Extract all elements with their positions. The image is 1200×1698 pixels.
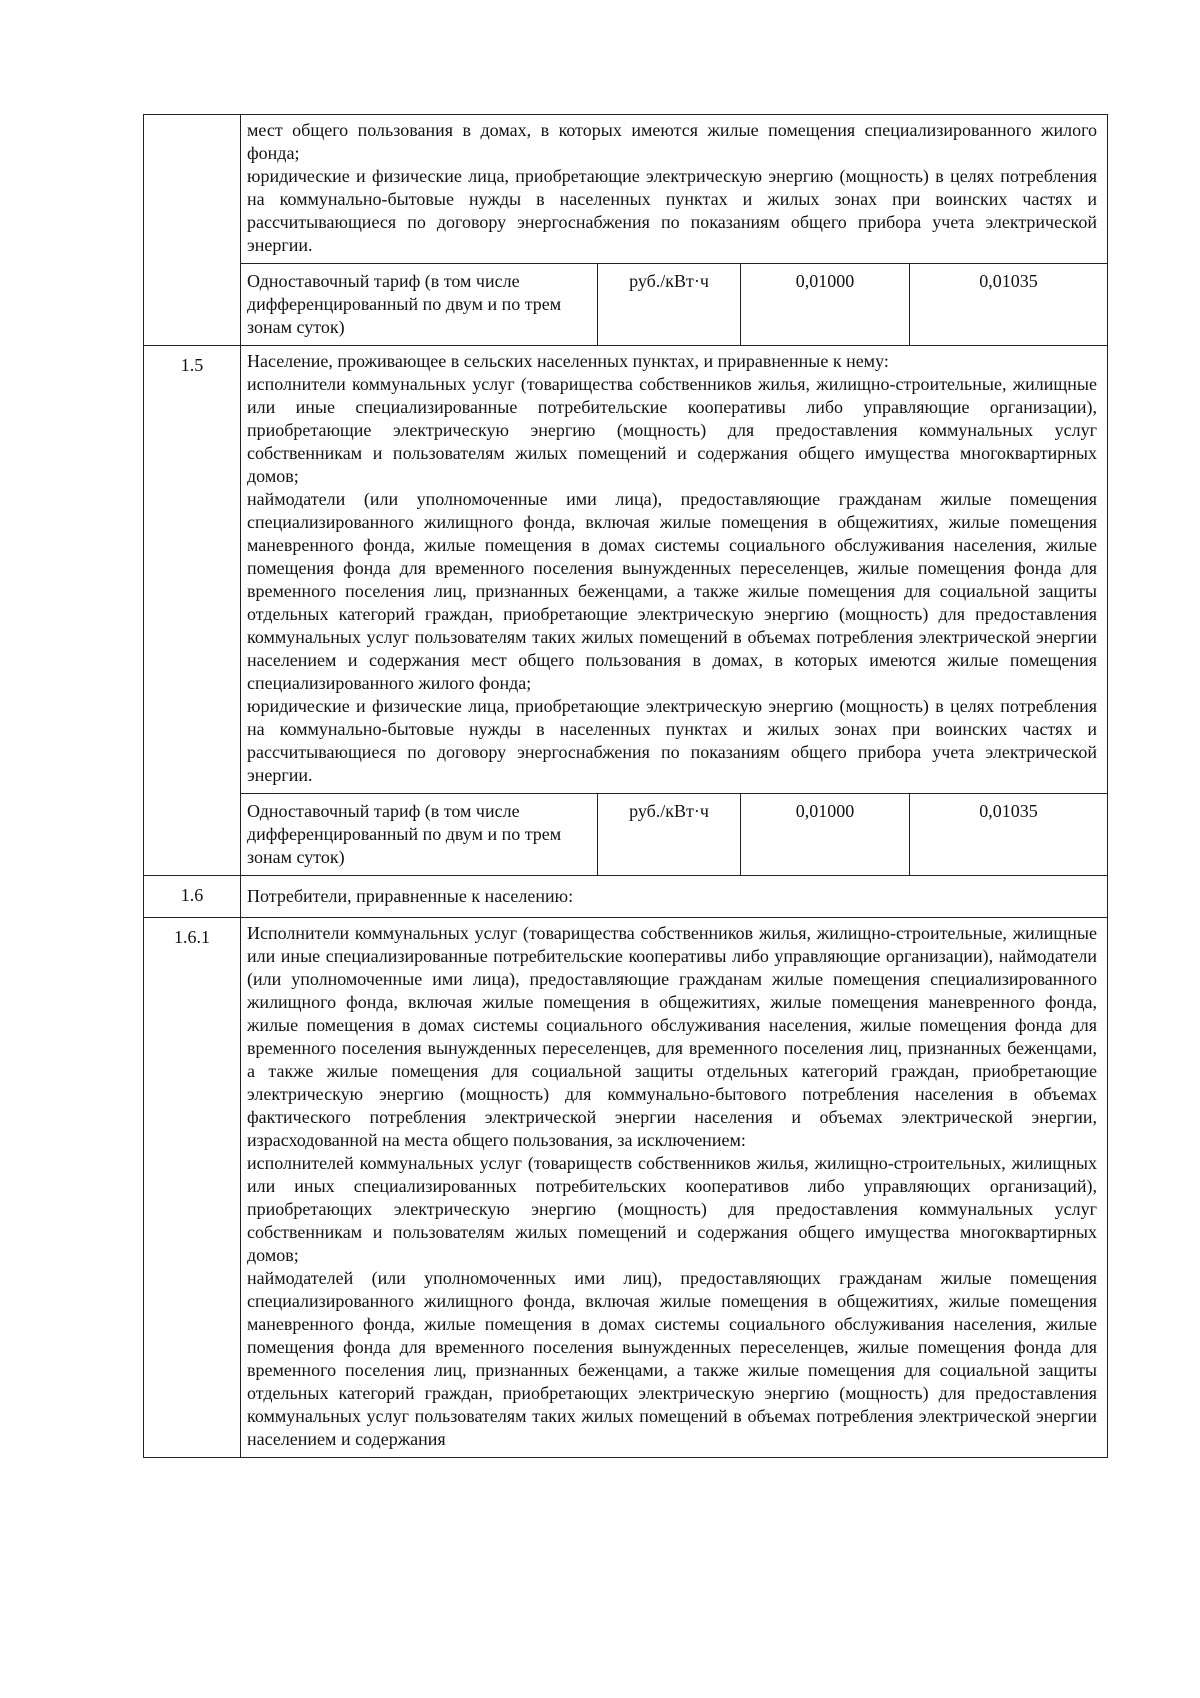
tariff-name: Одноставочный тариф (в том числе дифференцированный по двум и по трем зонам суток) [241, 264, 598, 346]
row-content [241, 115, 1108, 346]
tariff-value-2: 0,01035 [910, 794, 1108, 876]
row-number [144, 115, 241, 346]
paragraph: исполнители коммунальных услуг (товарищества собственников жилья, жилищно-строительные, жилищные или иные специализированные потребительские кооперативы либо управляющие организации), приобретающие электрическую энергию (мощность) для предоставления коммунальных услуг собственникам и пользователям жилых помещений и содержания общего имущества многоквартирных домов; [247, 374, 1097, 486]
tariff-subtable [241, 263, 1107, 345]
paragraph: Население, проживающее в сельских населенных пунктах, и приравненные к нему: [247, 351, 889, 371]
tariff-unit: руб./кВт·ч [598, 264, 741, 346]
table-row [144, 346, 1108, 876]
paragraph: наймодателей (или уполномоченных ими лиц), предоставляющих гражданам жилые помещения специализированного жилищного фонда, включая жилые помещения в общежитиях, жилые помещения маневренного фонда, жилые помещения в домах системы социального обслуживания населения, жилые помещения фонда для временного поселения вынужденных переселенцев, жилые помещения фонда для временного поселения лиц, признанных беженцами, а также жилые помещения для социальной защиты отдельных категорий граждан, приобретающих электрическую энергию (мощность) для предоставления коммунальных услуг пользователям таких жилых помещений в объемах потребления электрической энергии населением и содержания [247, 1268, 1097, 1449]
tariff-table [143, 114, 1108, 1458]
tariff-row [241, 264, 1107, 346]
tariff-value-2: 0,01035 [910, 264, 1108, 346]
row-content [241, 918, 1108, 1458]
tariff-value-1: 0,01000 [741, 264, 910, 346]
tariff-unit: руб./кВт·ч [598, 794, 741, 876]
row-content [241, 346, 1108, 876]
paragraph: мест общего пользования в домах, в которых имеются жилые помещения специализированного жилого фонда; [247, 120, 1097, 163]
row-number: 1.6 [144, 876, 241, 918]
paragraph: наймодатели (или уполномоченные ими лица), предоставляющие гражданам жилые помещения специализированного жилищного фонда, включая жилые помещения в общежитиях, жилые помещения маневренного фонда, жилые помещения в домах системы социального обслуживания населения, жилые помещения фонда для временного поселения вынужденных переселенцев, жилые помещения фонда для временного поселения лиц, признанных беженцами, а также жилые помещения для социальной защиты отдельных категорий граждан, приобретающие электрическую энергию (мощность) для предоставления коммунальных услуг пользователям таких жилых помещений в объемах потребления электрической энергии населением и содержания мест общего пользования в домах, в которых имеются жилые помещения специализированного жилого фонда; [247, 489, 1097, 693]
paragraph: юридические и физические лица, приобретающие электрическую энергию (мощность) в целях потребления на коммунально-бытовые нужды в населенных пунктах и жилых зонах при воинских частях и рассчитывающиеся по договору энергоснабжения по показаниям общего прибора учета электрической энергии. [247, 696, 1097, 785]
row-number: 1.5 [144, 346, 241, 876]
table-row [144, 115, 1108, 346]
row-description [241, 115, 1107, 263]
row-description [241, 346, 1107, 793]
tariff-row [241, 794, 1107, 876]
tariff-value-1: 0,01000 [741, 794, 910, 876]
tariff-subtable [241, 793, 1107, 875]
table-row [144, 918, 1108, 1458]
paragraph: исполнителей коммунальных услуг (товариществ собственников жилья, жилищно-строительных, жилищных или иных специализированных потребительских кооперативов либо управляющих организаций), приобретающих электрическую энергию (мощность) для предоставления коммунальных услуг собственникам и пользователям жилых помещений и содержания общего имущества многоквартирных домов; [247, 1153, 1097, 1265]
tariff-name: Одноставочный тариф (в том числе дифференцированный по двум и по трем зонам суток) [241, 794, 598, 876]
row-description [241, 918, 1107, 1457]
paragraph: юридические и физические лица, приобретающие электрическую энергию (мощность) в целях потребления на коммунально-бытовые нужды в населенных пунктах и жилых зонах при воинских частях и рассчитывающиеся по договору энергоснабжения по показаниям общего прибора учета электрической энергии. [247, 166, 1097, 255]
row-heading: Потребители, приравненные к населению: [241, 876, 1108, 918]
table-row [144, 876, 1108, 918]
row-number: 1.6.1 [144, 918, 241, 1458]
paragraph: Исполнители коммунальных услуг (товарищества собственников жилья, жилищно-строительные, жилищные или иные специализированные потребительские кооперативы либо управляющие организации), наймодатели (или уполномоченные ими лица), предоставляющие гражданам жилые помещения специализированного жилищного фонда, включая жилые помещения в общежитиях, жилые помещения маневренного фонда, жилые помещения в домах системы социального обслуживания населения, жилые помещения фонда для временного поселения вынужденных переселенцев, для временного поселения лиц, признанных беженцами, а также жилые помещения для социальной защиты отдельных категорий граждан, приобретающие электрическую энергию (мощность) для коммунально-бытового потребления населения в объемах фактического потребления электрической энергии населения и объемах электрической энергии, израсходованной на места общего пользования, за исключением: [247, 923, 1097, 1150]
